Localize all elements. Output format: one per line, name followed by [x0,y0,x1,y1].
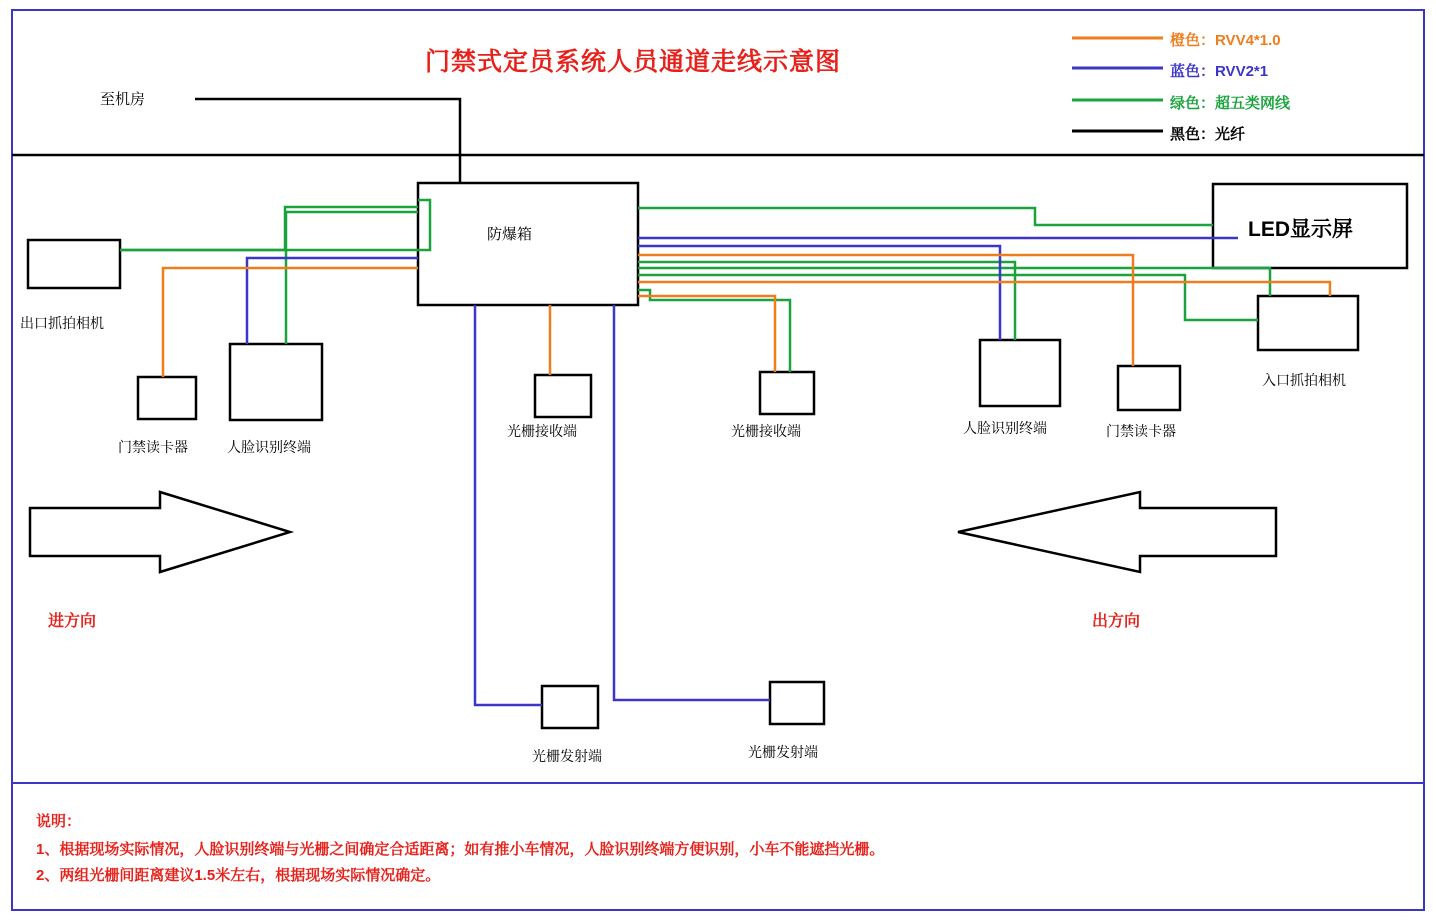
orange-entry-camera [638,282,1330,296]
legend-label-green: 绿色：超五类网线 [1170,95,1291,112]
page-title: 门禁式定员系统人员通道走线示意图 [425,48,842,76]
face-terminal-left-box [230,344,322,420]
entry-camera-box [1258,296,1358,350]
grating-emitter-left-box [542,686,598,728]
to-machine-room-label: 至机房 [100,91,146,108]
direction-out-label: 出方向 [1092,613,1141,630]
card-reader-right-label: 门禁读卡器 [1106,423,1176,439]
notes-line-2: 2、两组光栅间距离建议1.5米左右，根据现场实际情况确定。 [36,867,441,884]
grating-receiver-right-label: 光栅接收端 [731,423,801,439]
green-face-terminal-left [286,212,418,344]
exit-camera-label: 出口抓拍相机 [20,315,104,331]
orange-grating-receiver-right [638,296,775,372]
entry-camera-label: 入口抓拍相机 [1262,372,1346,388]
arrow-in [30,492,290,572]
card-reader-right-box [1118,366,1180,410]
notes-line-1: 1、根据现场实际情况，人脸识别终端与光栅之间确定合适距离；如有推小车情况，人脸识别终端方便识别，小车不能遮挡光栅。 [36,841,885,858]
exit-camera-box [28,240,120,288]
grating-receiver-right-box [760,372,814,414]
face-terminal-left-label: 人脸识别终端 [227,439,311,455]
grating-emitter-right-box [770,682,824,724]
blue-grating-emitter-left [475,305,542,705]
explosion-proof-box-label: 防爆箱 [487,226,533,243]
blue-grating-emitter-right [614,305,770,700]
explosion-proof-box [418,183,638,305]
face-terminal-right-box [980,340,1060,406]
grating-receiver-left-box [535,375,591,417]
notes-heading: 说明： [36,813,82,830]
green-led-screen [638,208,1213,225]
direction-in-label: 进方向 [48,613,97,630]
legend-label-orange: 橙色：RVV4*1.0 [1170,32,1281,49]
led-screen-label: LED显示屏 [1248,218,1353,241]
green-exit-camera-2 [120,207,418,250]
diagram-frame [12,10,1424,910]
card-reader-left-box [138,377,196,419]
arrow-out [958,492,1276,572]
grating-receiver-left-label: 光栅接收端 [507,423,577,439]
green-grating-receiver-right [638,290,790,372]
blue-face-terminal-left [247,258,418,344]
grating-emitter-left-label: 光栅发射端 [532,748,602,764]
legend-label-black: 黑色：光纤 [1170,126,1246,143]
grating-emitter-right-label: 光栅发射端 [748,744,818,760]
blue-face-terminal-right [638,246,1000,340]
face-terminal-right-label: 人脸识别终端 [963,420,1047,436]
card-reader-left-label: 门禁读卡器 [118,439,188,455]
legend-label-blue: 蓝色：RVV2*1 [1170,63,1269,80]
